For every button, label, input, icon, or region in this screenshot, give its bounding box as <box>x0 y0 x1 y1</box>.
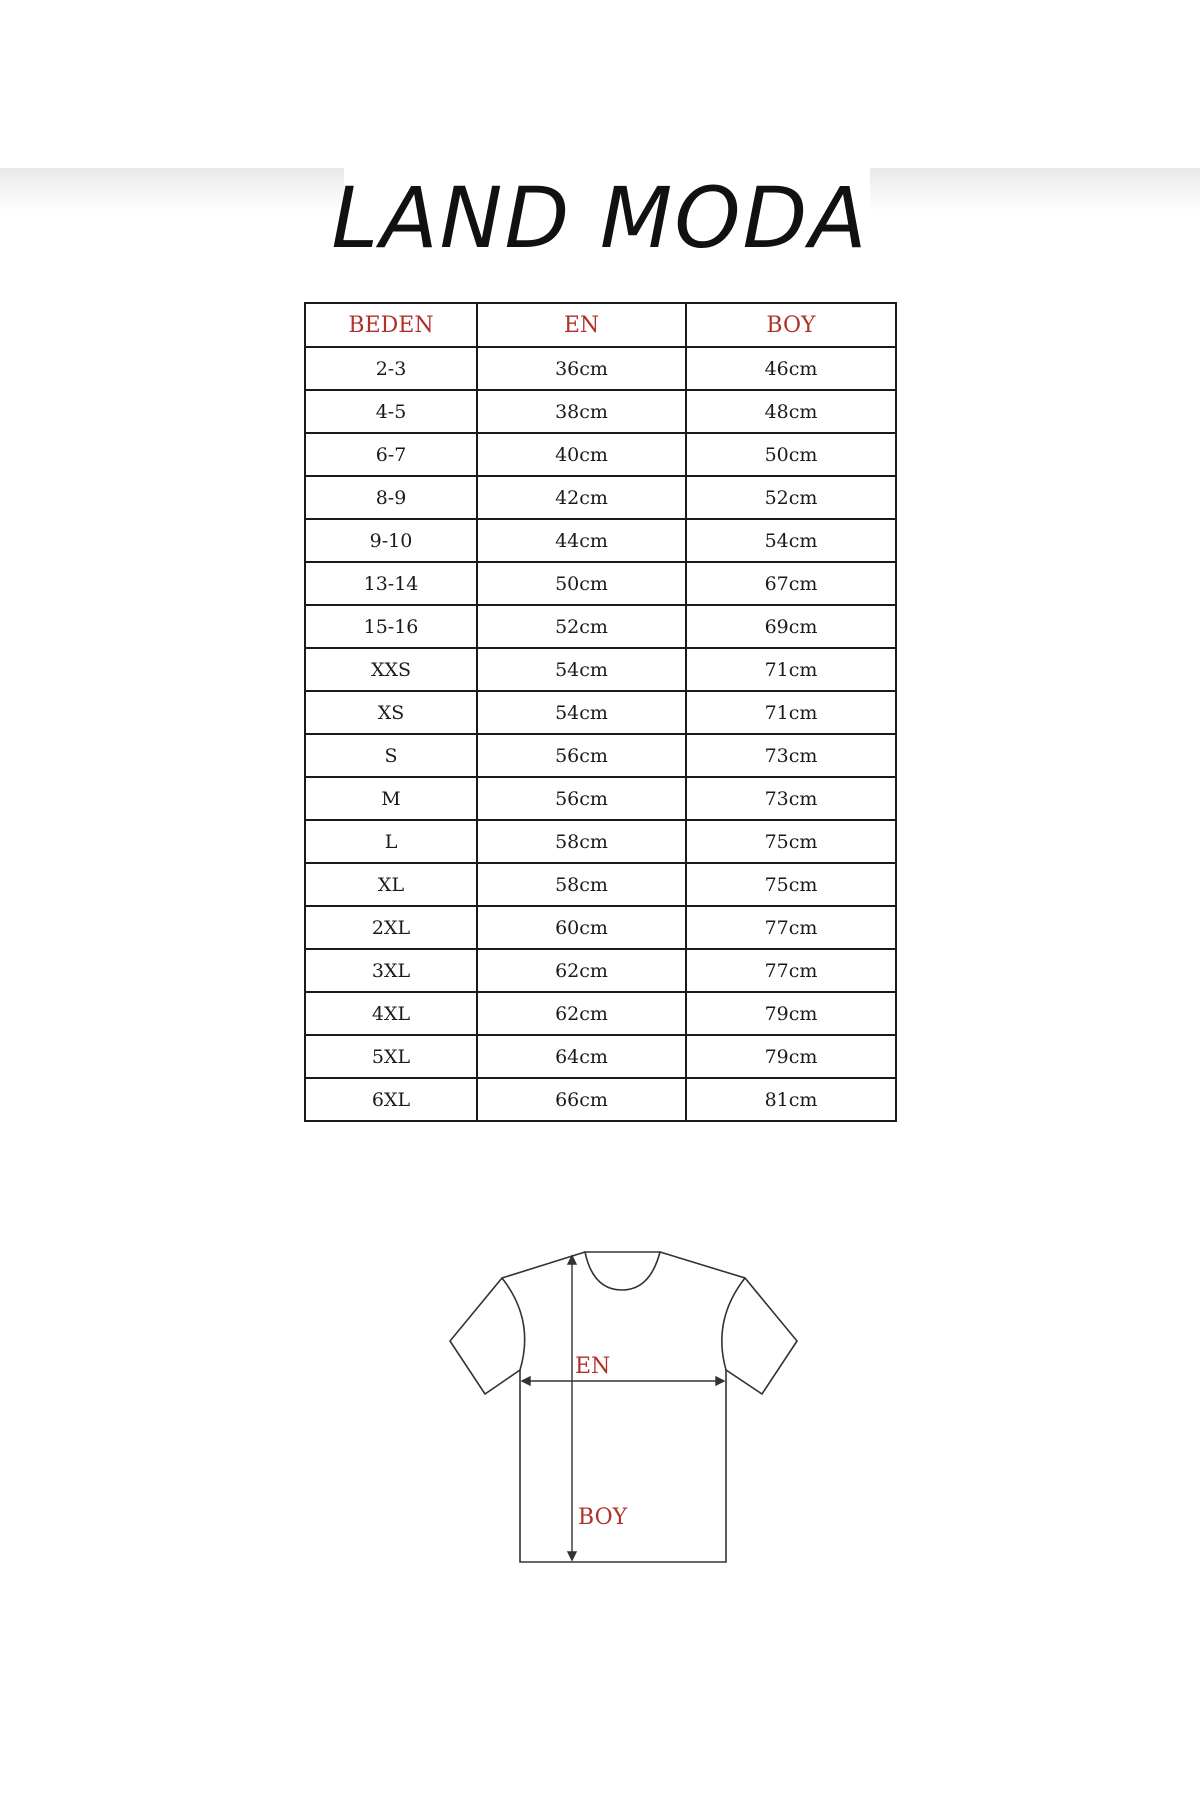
cell-boy: 69cm <box>686 605 896 648</box>
cell-beden: 4XL <box>305 992 477 1035</box>
table-row <box>305 691 896 734</box>
cell-en: 58cm <box>477 820 686 863</box>
table-row <box>305 347 896 390</box>
table-row <box>305 519 896 562</box>
cell-beden: XXS <box>305 648 477 691</box>
cell-beden: 13-14 <box>305 562 477 605</box>
cell-boy: 73cm <box>686 777 896 820</box>
cell-en: 36cm <box>477 347 686 390</box>
cell-boy: 48cm <box>686 390 896 433</box>
cell-en: 52cm <box>477 605 686 648</box>
cell-beden: 15-16 <box>305 605 477 648</box>
cell-beden: 6-7 <box>305 433 477 476</box>
table-row <box>305 562 896 605</box>
table-row <box>305 863 896 906</box>
cell-en: 42cm <box>477 476 686 519</box>
cell-boy: 50cm <box>686 433 896 476</box>
cell-boy: 71cm <box>686 691 896 734</box>
table-body <box>305 347 896 1121</box>
cell-en: 56cm <box>477 777 686 820</box>
brand-title: LAND MODA <box>331 169 869 267</box>
table-row <box>305 1035 896 1078</box>
cell-en: 62cm <box>477 992 686 1035</box>
cell-beden: 8-9 <box>305 476 477 519</box>
table-row <box>305 390 896 433</box>
table-row <box>305 949 896 992</box>
cell-boy: 54cm <box>686 519 896 562</box>
cell-en: 58cm <box>477 863 686 906</box>
cell-en: 54cm <box>477 648 686 691</box>
cell-en: 64cm <box>477 1035 686 1078</box>
cell-boy: 77cm <box>686 949 896 992</box>
cell-boy: 79cm <box>686 1035 896 1078</box>
header-boy: BOY <box>686 303 896 347</box>
cell-en: 54cm <box>477 691 686 734</box>
cell-beden: 2XL <box>305 906 477 949</box>
cell-boy: 71cm <box>686 648 896 691</box>
table-row <box>305 605 896 648</box>
header-en: EN <box>477 303 686 347</box>
cell-beden: L <box>305 820 477 863</box>
table-row <box>305 820 896 863</box>
table-row <box>305 734 896 777</box>
header-beden: BEDEN <box>305 303 477 347</box>
cell-beden: XS <box>305 691 477 734</box>
table-row <box>305 1078 896 1121</box>
cell-beden: 2-3 <box>305 347 477 390</box>
table-row <box>305 476 896 519</box>
cell-beden: S <box>305 734 477 777</box>
cell-beden: XL <box>305 863 477 906</box>
cell-en: 40cm <box>477 433 686 476</box>
cell-en: 38cm <box>477 390 686 433</box>
table-row <box>305 777 896 820</box>
cell-en: 60cm <box>477 906 686 949</box>
cell-beden: 4-5 <box>305 390 477 433</box>
cell-en: 56cm <box>477 734 686 777</box>
cell-boy: 81cm <box>686 1078 896 1121</box>
cell-boy: 79cm <box>686 992 896 1035</box>
cell-beden: 5XL <box>305 1035 477 1078</box>
cell-beden: 3XL <box>305 949 477 992</box>
cell-beden: M <box>305 777 477 820</box>
cell-en: 50cm <box>477 562 686 605</box>
cell-boy: 75cm <box>686 820 896 863</box>
table-header-row <box>305 303 896 347</box>
cell-boy: 46cm <box>686 347 896 390</box>
size-chart-table <box>304 302 897 1122</box>
cell-boy: 52cm <box>686 476 896 519</box>
cell-en: 66cm <box>477 1078 686 1121</box>
cell-boy: 73cm <box>686 734 896 777</box>
cell-boy: 77cm <box>686 906 896 949</box>
cell-boy: 67cm <box>686 562 896 605</box>
diagram-label-boy: BOY <box>578 1505 628 1530</box>
diagram-label-en: EN <box>575 1354 611 1379</box>
cell-boy: 75cm <box>686 863 896 906</box>
cell-beden: 6XL <box>305 1078 477 1121</box>
table-row <box>305 992 896 1035</box>
table-row <box>305 433 896 476</box>
table-row <box>305 648 896 691</box>
table-row <box>305 906 896 949</box>
cell-en: 44cm <box>477 519 686 562</box>
cell-en: 62cm <box>477 949 686 992</box>
cell-beden: 9-10 <box>305 519 477 562</box>
